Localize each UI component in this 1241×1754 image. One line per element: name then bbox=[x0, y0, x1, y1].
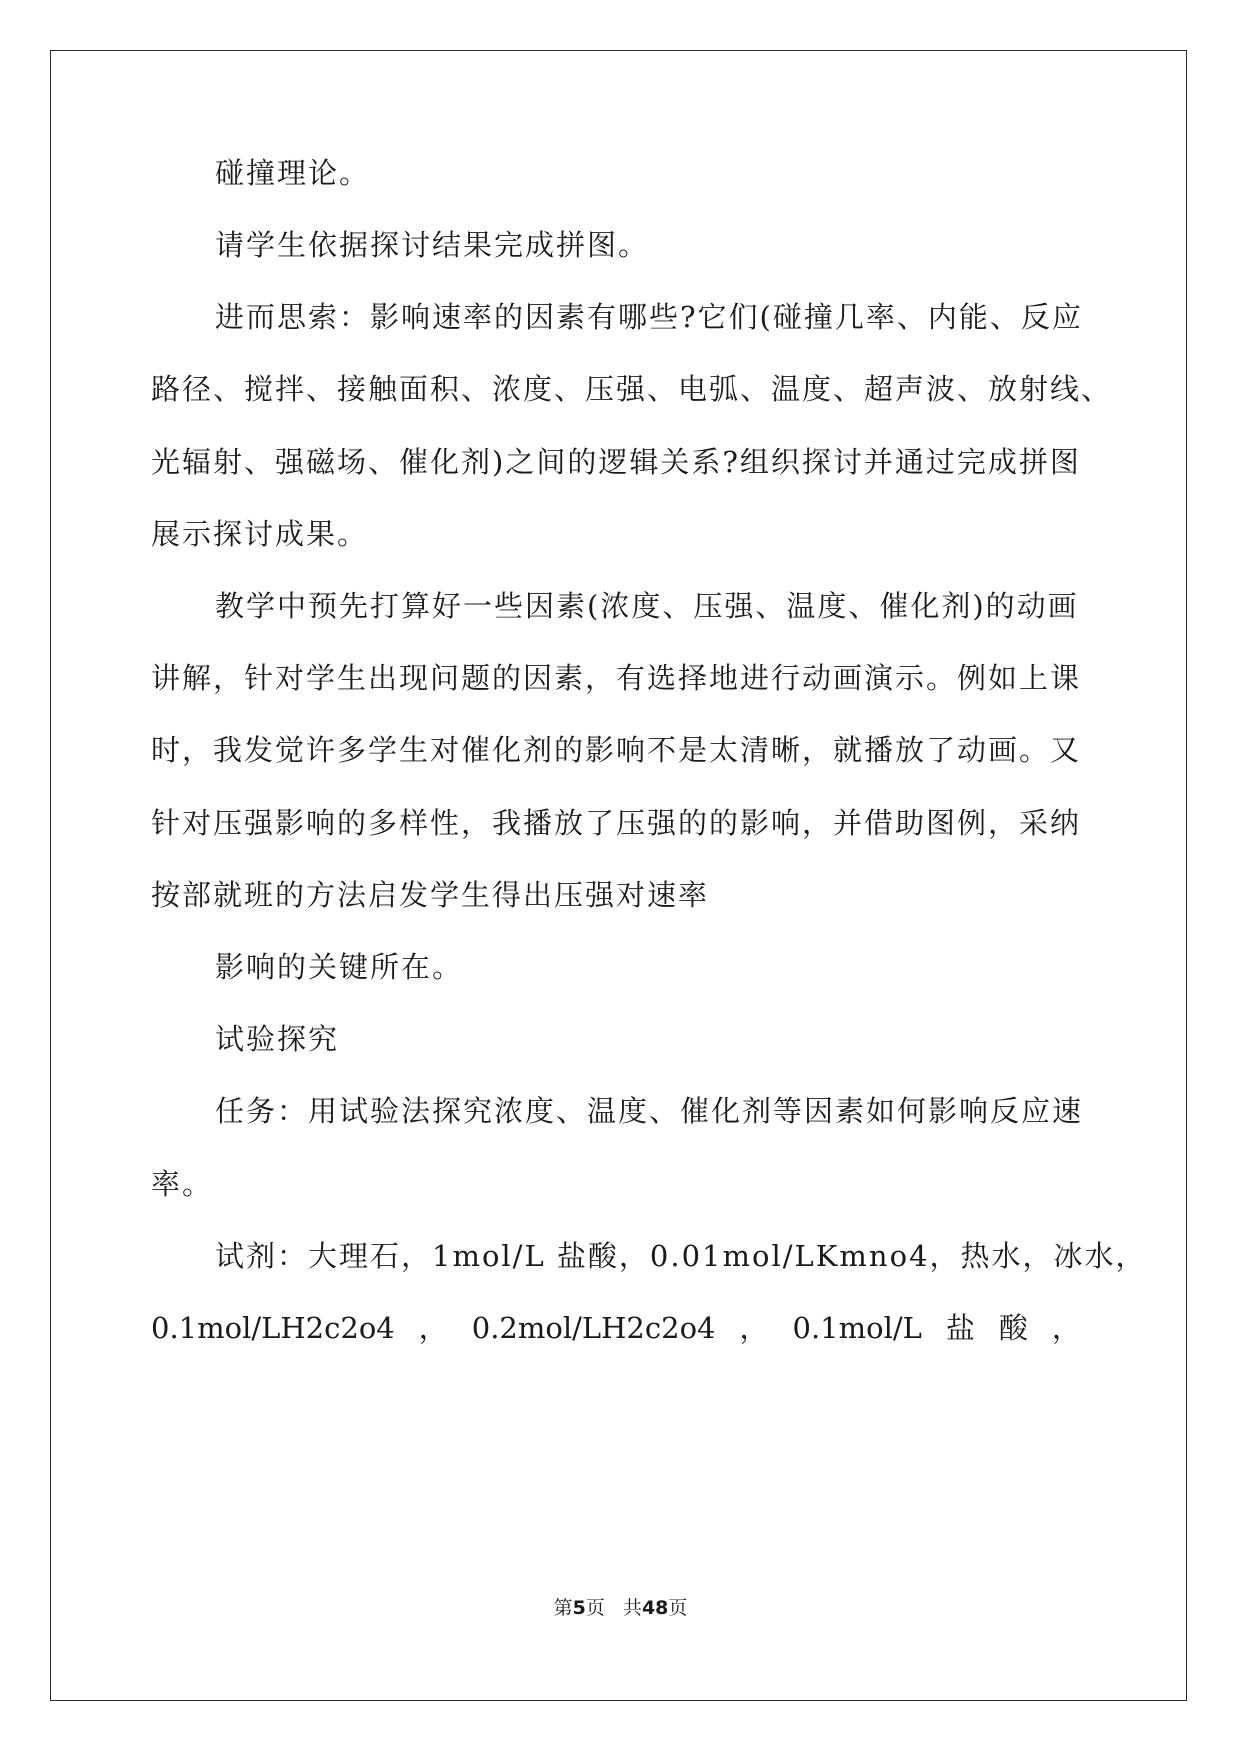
total-page-count: 48 bbox=[641, 1597, 669, 1619]
text-fragment: 酸 bbox=[998, 1311, 1028, 1345]
text-line: 针对压强影响的多样性，我播放了压强的的影响，并借助图例，采纳 bbox=[151, 806, 1082, 840]
page-border bbox=[50, 50, 1187, 1701]
text-line: 试剂：大理石，1mol/L 盐酸，0.01mol/LKmno4，热水，冰水， bbox=[215, 1239, 1147, 1273]
text-line: 展示探讨成果。 bbox=[151, 517, 369, 551]
text-line: 进而思索：影响速率的因素有哪些?它们(碰撞几率、内能、反应 bbox=[215, 300, 1083, 334]
text-fragment: ， bbox=[418, 1311, 448, 1345]
text-fragment: ， bbox=[739, 1311, 769, 1345]
text-line: 光辐射、强磁场、催化剂)之间的逻辑关系?组织探讨并通过完成拼图 bbox=[151, 445, 1081, 479]
text-line: 影响的关键所在。 bbox=[215, 950, 464, 984]
footer-prefix: 第 bbox=[553, 1597, 573, 1619]
text-fragment: 0.2mol/LH2c2o4 bbox=[471, 1311, 716, 1345]
current-page-number: 5 bbox=[572, 1597, 586, 1619]
text-line: 讲解，针对学生出现问题的因素，有选择地进行动画演示。例如上课 bbox=[151, 661, 1082, 695]
text-line: 教学中预先打算好一些因素(浓度、压强、温度、催化剂)的动画 bbox=[215, 589, 1079, 623]
text-line: 路径、搅拌、接触面积、浓度、压强、电弧、温度、超声波、放射线、 bbox=[151, 372, 1113, 406]
text-fragment: 0.1mol/LH2c2o4 bbox=[151, 1311, 395, 1345]
footer-suffix: 页 bbox=[668, 1597, 688, 1619]
text-line: 率。 bbox=[151, 1167, 214, 1201]
justified-text-line bbox=[151, 1311, 1081, 1345]
text-line: 任务：用试验法探究浓度、温度、催化剂等因素如何影响反应速 bbox=[215, 1094, 1084, 1128]
page-footer bbox=[0, 1599, 1241, 1618]
text-fragment: 0.1mol/L bbox=[792, 1311, 922, 1345]
text-fragment: 盐 bbox=[945, 1311, 975, 1345]
text-line: 按部就班的方法启发学生得出压强对速率 bbox=[151, 878, 710, 912]
text-line: 请学生依据探讨结果完成拼图。 bbox=[215, 228, 650, 262]
text-fragment: ， bbox=[1051, 1311, 1081, 1345]
text-line: 碰撞理论。 bbox=[215, 156, 371, 190]
text-line: 时，我发觉许多学生对催化剂的影响不是太清晰，就播放了动画。又 bbox=[151, 733, 1082, 767]
footer-mid: 页 共 bbox=[585, 1597, 642, 1619]
text-line: 试验探究 bbox=[215, 1022, 340, 1056]
